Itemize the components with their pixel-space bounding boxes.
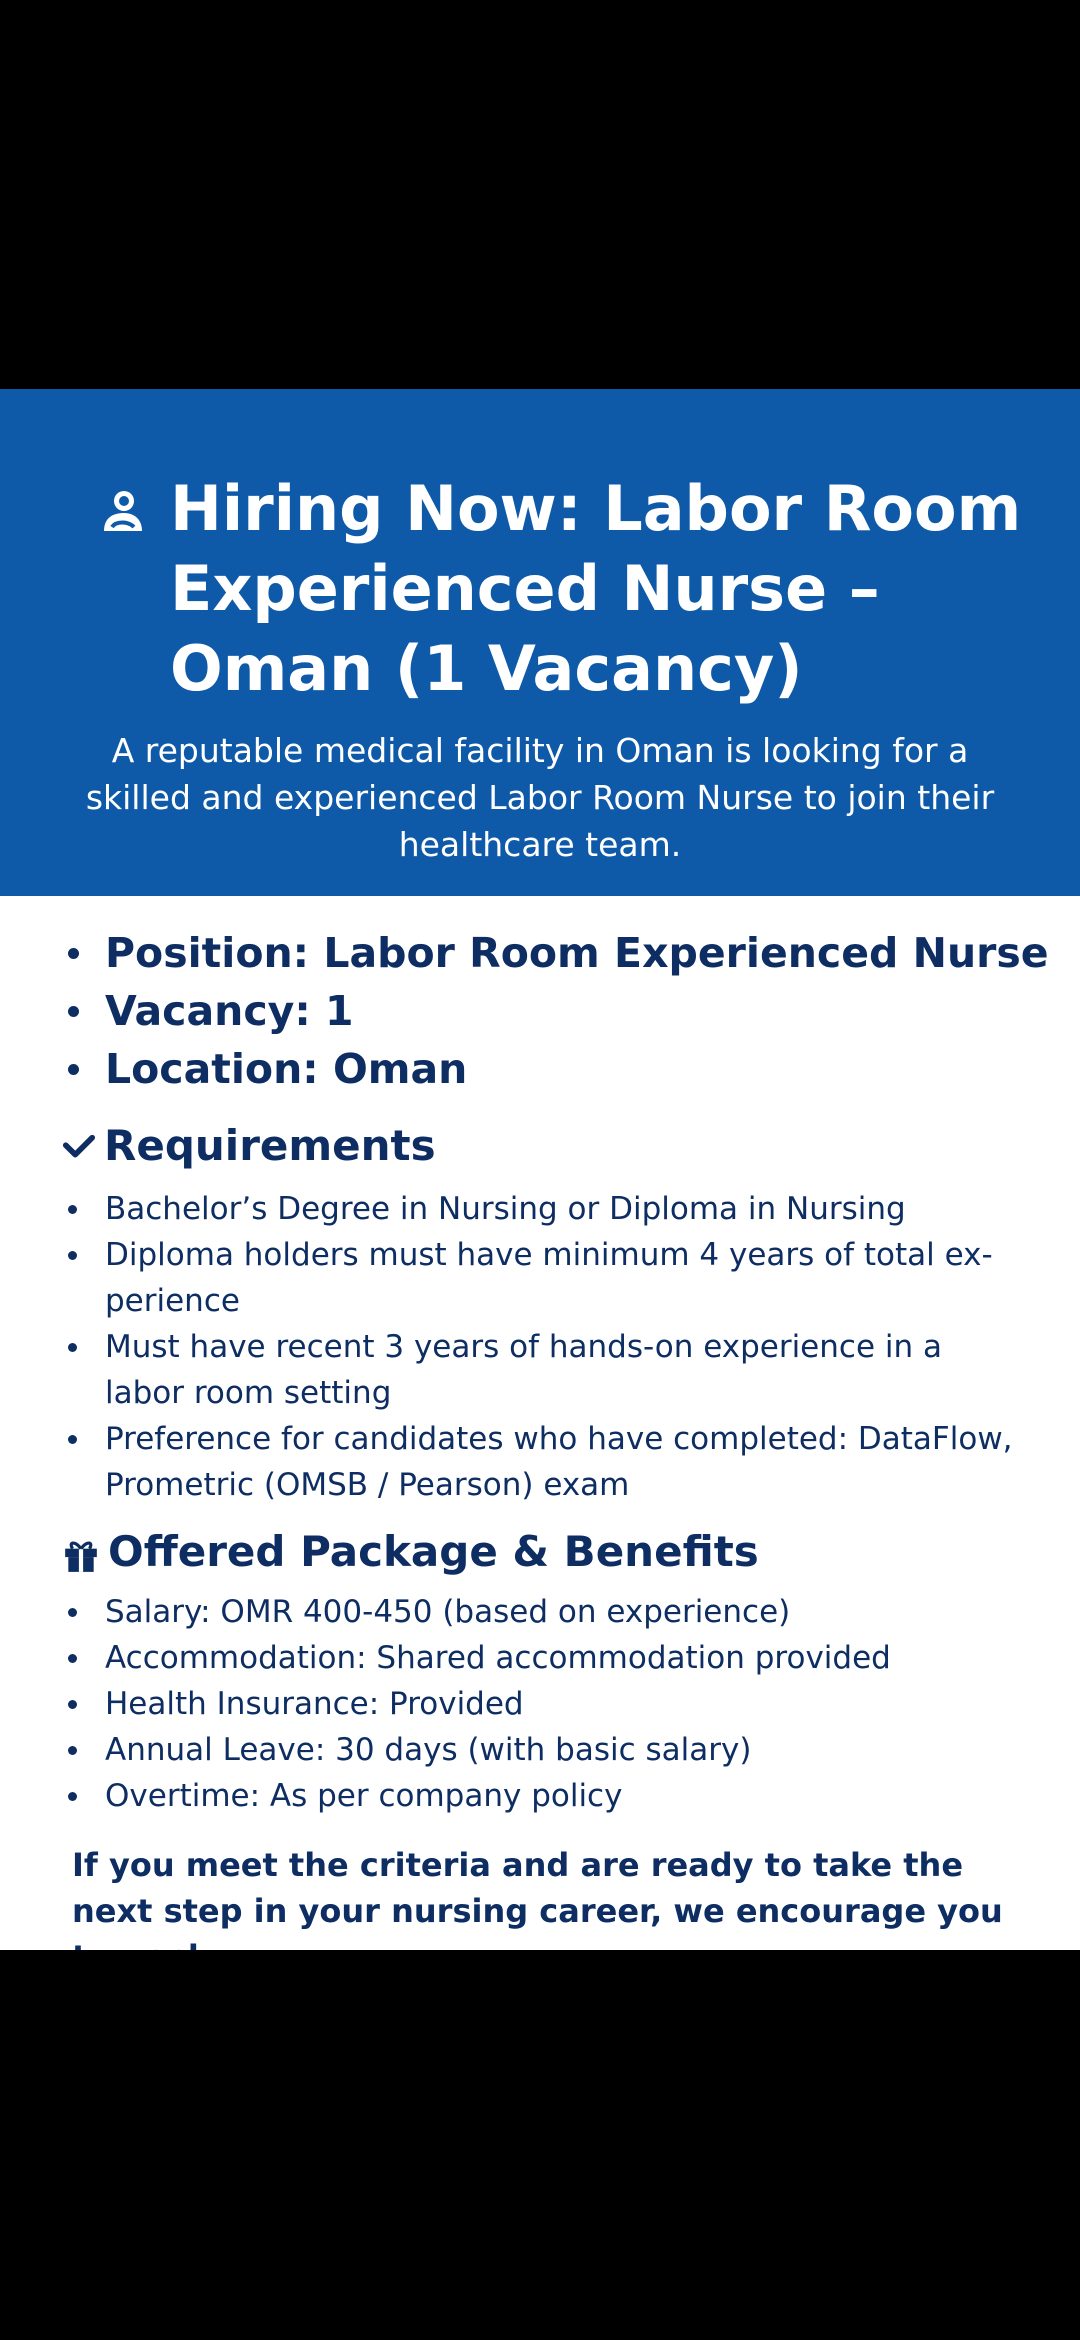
benefits-heading — [62, 1524, 759, 1580]
requirement-item: Bachelor’s Degree in Nursing or Diploma in Nursing — [62, 1186, 1022, 1232]
requirements-heading — [62, 1118, 436, 1174]
requirement-item: Diploma holders must have minimum 4 years of total ex-perience — [62, 1232, 1022, 1324]
benefit-item: Health Insurance: Provided — [62, 1681, 1022, 1727]
requirement-item: Preference for candidates who have completed: DataFlow, Prometric (OMSB / Pearson) exam — [62, 1416, 1022, 1508]
header-subtitle: A reputable medical facility in Oman is looking for a skilled and experienced Labor Room Nurse to join their healthcare team. — [85, 731, 995, 864]
summary-position: Position: Labor Room Experienced Nurse — [62, 924, 1049, 982]
benefit-item: Annual Leave: 30 days (with basic salary) — [62, 1727, 1022, 1773]
page-title: Hiring Now: Labor Room Experienced Nurse – Oman (1 Vacancy) — [170, 472, 1022, 705]
gift-icon — [62, 1536, 100, 1574]
requirement-item: Must have recent 3 years of hands-on experience in a labor room setting — [62, 1324, 1022, 1416]
benefit-item: Overtime: As per company policy — [62, 1773, 1022, 1819]
benefit-item: Accommodation: Shared accommodation provided — [62, 1635, 1022, 1681]
job-details — [0, 896, 1080, 1950]
requirements-heading-label: Requirements — [104, 1121, 436, 1170]
benefits-heading-label: Offered Package & Benefits — [108, 1527, 759, 1576]
closing-statement: If you meet the criteria and are ready to take the next step in your nursing career, we encourage you — [72, 1846, 1003, 1930]
summary-vacancy: Vacancy: 1 — [62, 982, 1049, 1040]
benefits-list — [62, 1589, 1022, 1819]
header-banner — [0, 389, 1080, 896]
requirements-list — [62, 1186, 1022, 1508]
top-black-bar — [0, 0, 1080, 389]
benefit-item: Salary: OMR 400-450 (based on experience) — [62, 1589, 1022, 1635]
checkmark-icon — [62, 1132, 96, 1166]
summary-location: Location: Oman — [62, 1040, 1049, 1098]
bottom-black-bar — [0, 1950, 1080, 2340]
summary-list — [62, 924, 1049, 1098]
nurse-person-icon — [98, 487, 146, 535]
